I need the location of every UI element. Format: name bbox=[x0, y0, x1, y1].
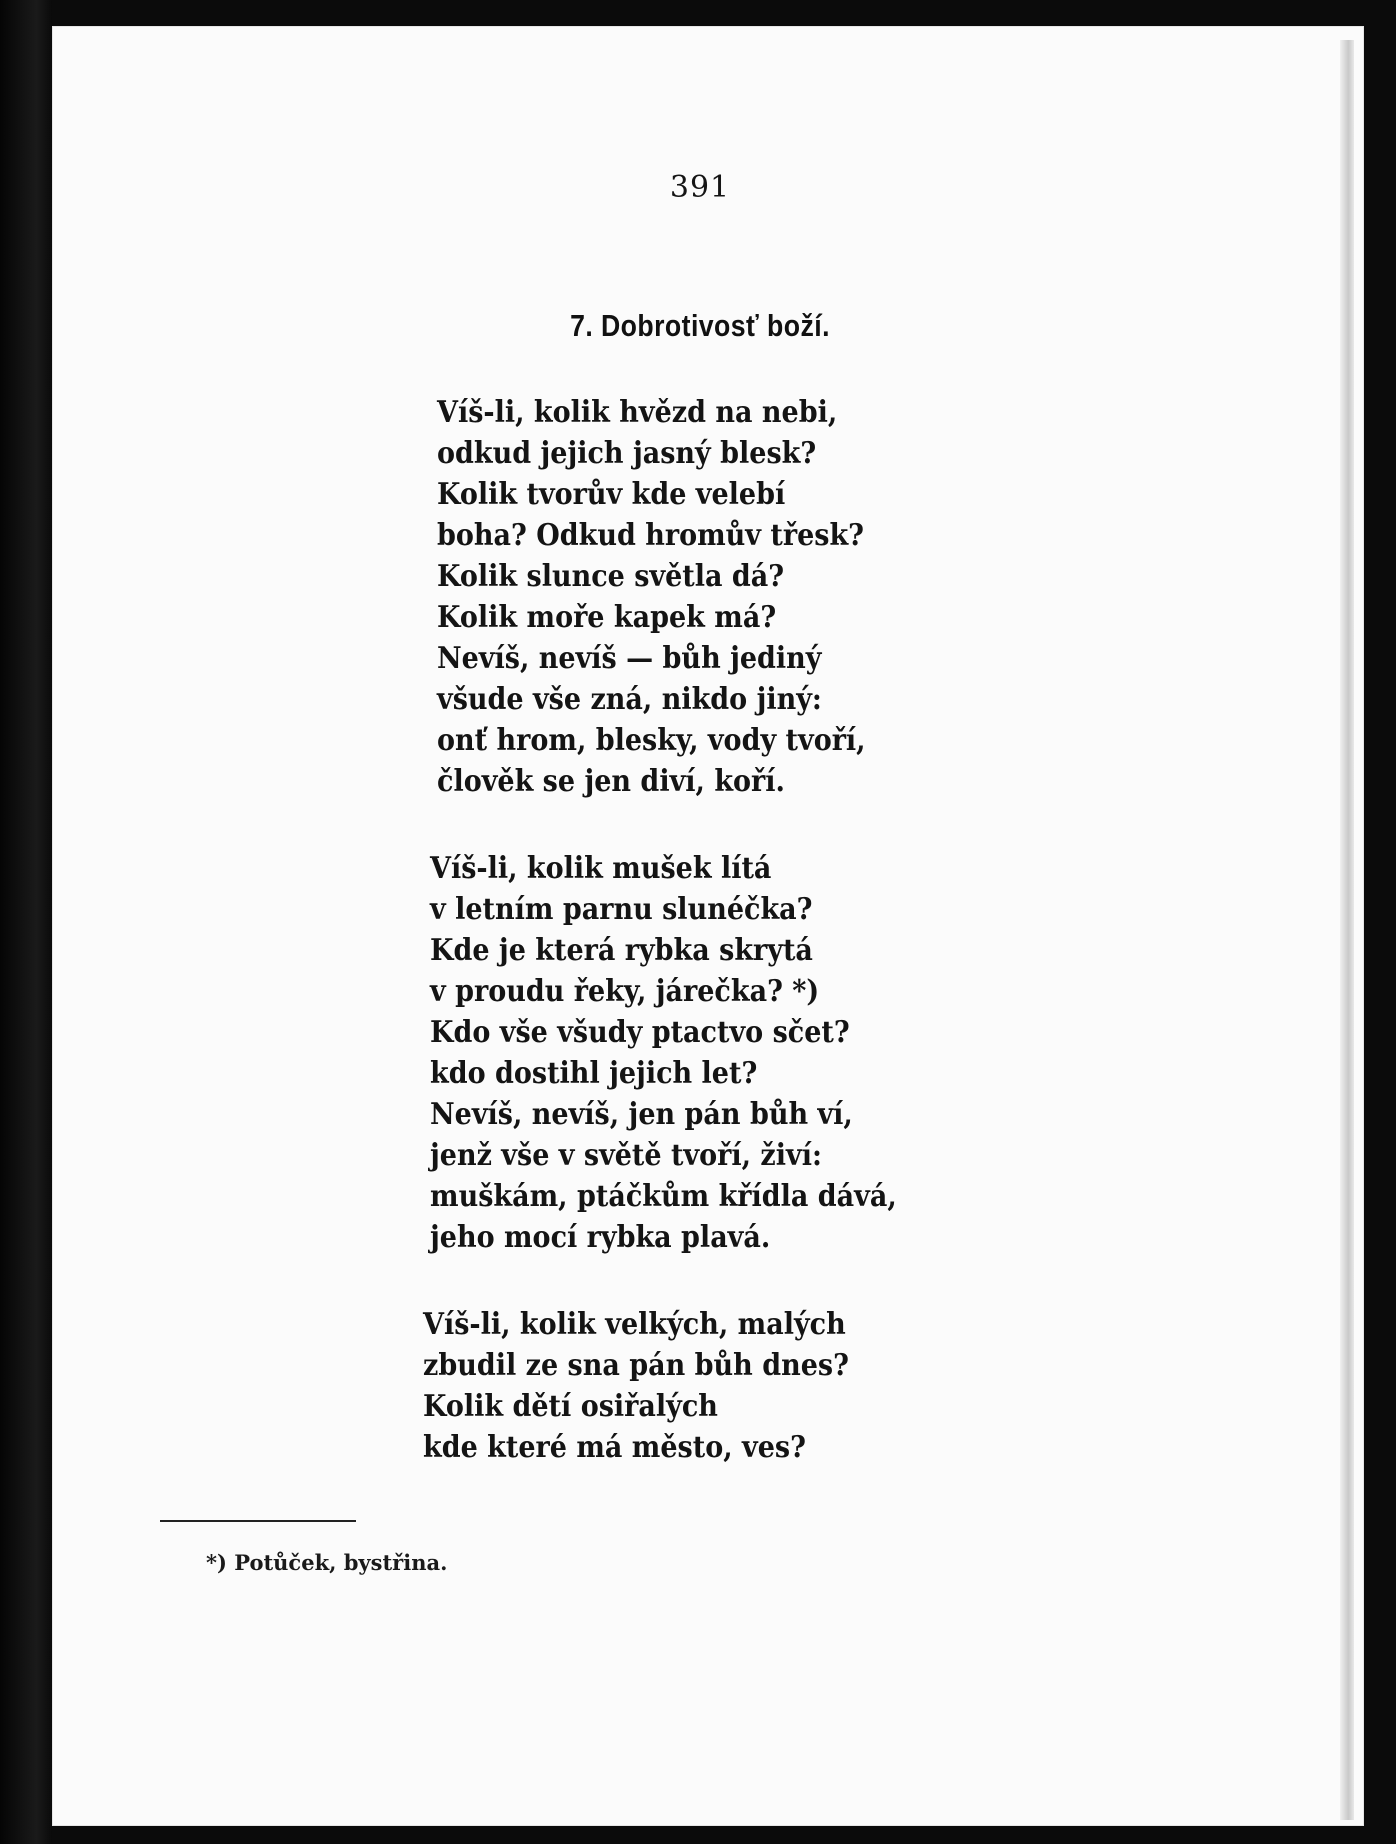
verse-line: zbudil ze sna pán bůh dnes? bbox=[423, 1348, 849, 1383]
verse-line: Kde je která rybka skrytá bbox=[430, 933, 813, 968]
verse-line: boha? Odkud hromův třesk? bbox=[437, 518, 865, 553]
verse-line: Nevíš, nevíš — bůh jediný bbox=[437, 641, 822, 676]
stanza-1 bbox=[437, 392, 957, 802]
verse-line: Kolik moře kapek má? bbox=[437, 600, 777, 635]
verse-line: Kolik tvorův kde velebí bbox=[437, 477, 786, 512]
stanza-2 bbox=[430, 848, 950, 1258]
verse-line: Kolik dětí osiřalých bbox=[423, 1389, 718, 1424]
verse-line: Víš-li, kolik hvězd na nebi, bbox=[437, 395, 838, 430]
poem-title: 7. Dobrotivosť boží. bbox=[570, 308, 830, 343]
verse-line: Víš-li, kolik velkých, malých bbox=[423, 1307, 846, 1342]
verse-line: Kolik slunce světla dá? bbox=[437, 559, 785, 594]
footnote-divider bbox=[160, 1520, 356, 1522]
verse-line: v proudu řeky, járečka? *) bbox=[430, 974, 820, 1009]
verse-line: člověk se jen diví, koří. bbox=[437, 764, 785, 799]
book-spine-shadow bbox=[0, 0, 52, 1844]
verse-line: muškám, ptáčkům křídla dává, bbox=[430, 1179, 897, 1214]
page-edge bbox=[1340, 40, 1354, 1820]
verse-line: Nevíš, nevíš, jen pán bůh ví, bbox=[430, 1097, 853, 1132]
verse-line: všude vše zná, nikdo jiný: bbox=[437, 682, 822, 717]
verse-line: kde které má město, ves? bbox=[423, 1430, 806, 1465]
verse-line: kdo dostihl jejich let? bbox=[430, 1056, 758, 1091]
verse-line: jeho mocí rybka plavá. bbox=[430, 1220, 771, 1255]
verse-line: odkud jejich jasný blesk? bbox=[437, 436, 817, 471]
verse-line: onť hrom, blesky, vody tvoří, bbox=[437, 723, 866, 758]
stanza-3 bbox=[423, 1304, 943, 1468]
verse-line: jenž vše v světě tvoří, živí: bbox=[430, 1138, 822, 1173]
verse-line: v letním parnu slunéčka? bbox=[430, 892, 813, 927]
footnote: *) Potůček, bystřina. bbox=[206, 1550, 448, 1575]
verse-line: Kdo vše všudy ptactvo sčet? bbox=[430, 1015, 850, 1050]
page-number: 391 bbox=[669, 170, 731, 205]
verse-line: Víš-li, kolik mušek lítá bbox=[430, 851, 772, 886]
